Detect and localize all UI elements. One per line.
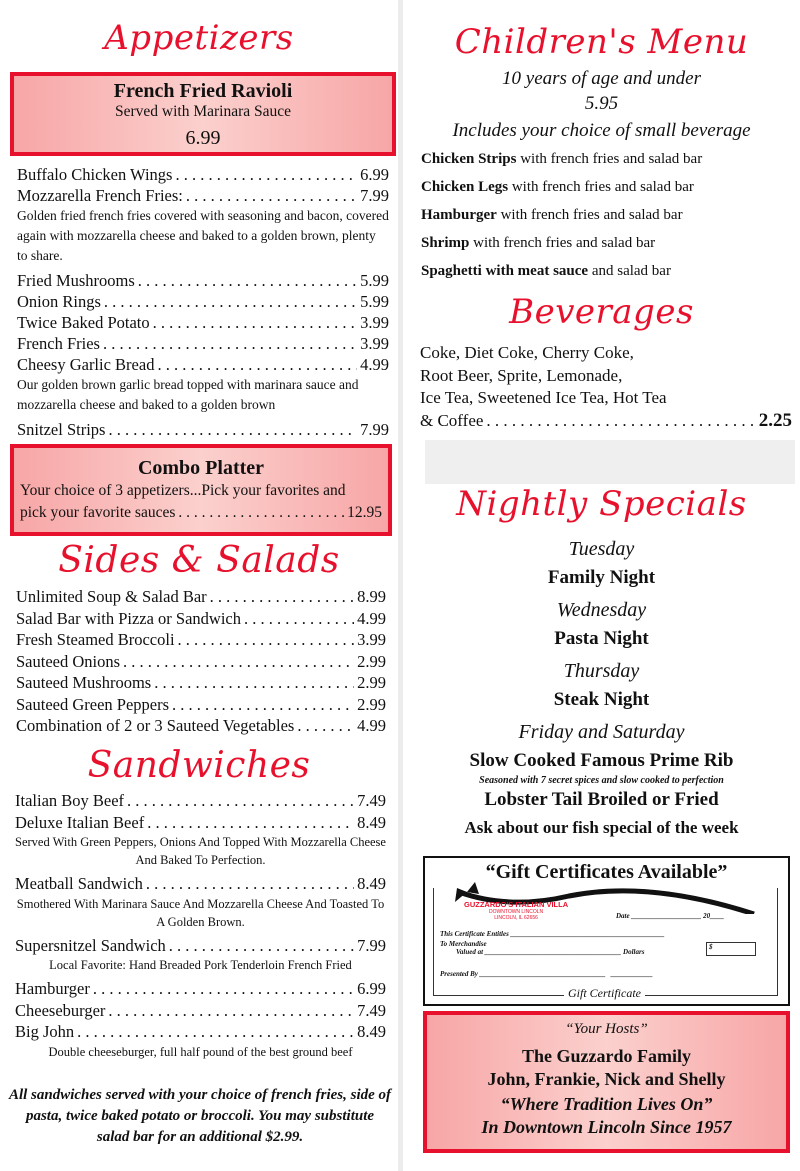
menu-item: [17, 333, 389, 354]
beverages-list: [420, 342, 792, 432]
item-name: Cheeseburger: [15, 1000, 106, 1020]
dollars-label: Dollars: [623, 948, 645, 956]
dot-leader: [138, 270, 357, 291]
item-name: Meatball Sandwich: [15, 874, 143, 893]
special-day: Friday and Saturday: [518, 721, 685, 743]
prime-rib-note: Seasoned with 7 secret spices and slow cooked to perfection: [479, 775, 724, 786]
item-name: Unlimited Soup & Salad Bar: [16, 587, 207, 606]
children-title: Children's Menu: [454, 22, 749, 62]
menu-item: [17, 164, 389, 185]
combo-row: [20, 502, 382, 524]
menu-item: [15, 790, 386, 812]
item-name: Sauteed Mushrooms: [16, 673, 152, 692]
item-price: 7.99: [360, 420, 389, 439]
dot-leader: [172, 694, 354, 716]
beverages-line: & Coffee: [420, 410, 484, 430]
item-name: Sauteed Onions: [16, 651, 121, 671]
menu-item: [16, 651, 386, 673]
item-name: Salad Bar with Pizza or Sandwich: [16, 608, 241, 628]
children-item-desc: and salad bar: [588, 263, 671, 279]
business-name: GUZZARDO'S ITALIAN VILLA: [464, 900, 569, 909]
sides-list: [16, 586, 386, 737]
children-price: 5.95: [584, 93, 619, 114]
special-name: Steak Night: [553, 689, 650, 710]
blank-panel: [425, 440, 795, 484]
right-column: [403, 0, 800, 1171]
business-address: DOWNTOWN LINCOLN: [489, 909, 544, 915]
children-age: 10 years of age and under: [502, 68, 701, 89]
featured-appetizer-box: [10, 72, 396, 156]
item-name: Deluxe Italian Beef: [15, 812, 145, 832]
dot-leader: [244, 608, 354, 630]
item-price: 3.99: [360, 334, 389, 353]
hosts-tagline: “Where Tradition Lives On”: [500, 1094, 713, 1114]
amount-box: [706, 942, 756, 956]
dot-leader: [154, 672, 354, 694]
beverages-price: 2.25: [758, 409, 792, 431]
dot-leader: [297, 715, 354, 737]
item-description: Local Favorite: Hand Breaded Pork Tenderloin French Fried: [49, 958, 352, 972]
beverages-line: Root Beer, Sprite, Lemonade,: [420, 365, 623, 385]
item-name: French Fries: [17, 334, 100, 353]
menu-item: [17, 354, 389, 375]
menu-item: [15, 1000, 386, 1022]
dot-leader: [186, 185, 357, 206]
item-description: Smothered With Marinara Sauce And Mozzarella Cheese And Toasted To A Golden Brown.: [16, 896, 385, 929]
item-price: 2.99: [357, 694, 386, 714]
appetizers-title: Appetizers: [104, 18, 294, 58]
dot-leader: [108, 1000, 354, 1022]
item-name: Fresh Steamed Broccoli: [16, 630, 175, 649]
combo-platter-box: [10, 444, 392, 536]
menu-item: [16, 672, 386, 694]
gift-certificate-box: [423, 856, 790, 1006]
business-city: LINCOLN, IL 62656: [494, 915, 538, 921]
children-item-name: Chicken Legs: [421, 179, 509, 195]
item-price: 4.99: [360, 355, 389, 374]
menu-item: [16, 608, 386, 630]
item-description: Our golden brown garlic bread topped with marinara sauce and mozzarella cheese and baked to a golden brown: [17, 377, 359, 412]
date-label: Date: [616, 912, 630, 920]
item-price: 2.99: [357, 651, 386, 671]
item-name: Twice Baked Potato: [17, 313, 150, 332]
item-price: 5.99: [360, 271, 389, 290]
menu-item: [16, 694, 386, 716]
dot-leader: [104, 291, 357, 312]
left-column: [0, 0, 398, 1171]
item-name: Mozzarella French Fries:: [17, 186, 183, 205]
dot-leader: [103, 333, 357, 354]
sandwiches-title: Sandwiches: [87, 745, 311, 786]
children-item: [421, 173, 791, 201]
hosts-family: The Guzzardo Family: [522, 1046, 691, 1066]
item-price: 3.99: [357, 630, 386, 649]
dot-leader: [169, 935, 354, 957]
special-name: Pasta Night: [554, 628, 649, 649]
combo-name: Combo Platter: [137, 457, 265, 479]
special-day: Thursday: [563, 660, 640, 682]
item-name: Onion Rings: [17, 292, 101, 311]
dot-leader: [175, 164, 357, 185]
item-price: 7.99: [360, 186, 389, 205]
item-name: Hamburger: [15, 979, 90, 998]
dot-leader: [93, 978, 354, 1000]
children-info: [403, 66, 800, 143]
dot-leader: [123, 651, 354, 673]
item-name: Snitzel Strips: [17, 420, 106, 439]
dot-leader: [486, 410, 755, 433]
dot-leader: [153, 312, 357, 333]
dot-leader: [77, 1021, 354, 1043]
children-item: [421, 257, 791, 285]
dollar-sign: $: [709, 943, 713, 951]
dot-leader: [178, 629, 355, 651]
menu-item: [16, 629, 386, 651]
item-price: 7.49: [357, 791, 386, 810]
item-price: 8.49: [357, 812, 386, 832]
special-day: Tuesday: [568, 538, 635, 560]
children-item-desc: with french fries and salad bar: [508, 179, 694, 195]
children-item: [421, 201, 791, 229]
item-price: 8.49: [357, 1022, 386, 1041]
menu-item: [17, 419, 389, 440]
item-price: 8.99: [357, 587, 386, 606]
menu-item: [17, 312, 389, 333]
item-price: 6.99: [360, 165, 389, 184]
item-price: 4.99: [357, 716, 386, 735]
specials-list: [403, 534, 800, 842]
specials-title: Nightly Specials: [456, 484, 747, 524]
merch-label: To Merchandise: [440, 940, 487, 948]
item-price: 5.99: [360, 292, 389, 311]
featured-name: French Fried Ravioli: [113, 80, 293, 102]
children-item-desc: with french fries and salad bar: [469, 235, 656, 251]
featured-price: 6.99: [185, 127, 221, 149]
menu-item: [15, 873, 386, 895]
menu-item: [15, 978, 386, 1000]
certificate-footer: Gift Certificate: [564, 986, 645, 1001]
special-name: Family Night: [547, 567, 656, 588]
beverages-line: Coke, Diet Coke, Cherry Coke,: [420, 343, 634, 362]
menu-item: [16, 715, 386, 737]
beverages-line: Ice Tea, Sweetened Ice Tea, Hot Tea: [420, 388, 667, 407]
menu-item: [17, 185, 389, 206]
item-price: 2.99: [357, 673, 386, 692]
entitles-label: This Certificate Entitles: [440, 930, 509, 938]
children-item-desc: with french fries and salad bar: [516, 151, 703, 167]
children-item-desc: with french fries and salad bar: [496, 207, 683, 223]
menu-item: [16, 586, 386, 608]
year-label: 20: [703, 912, 711, 920]
children-item-name: Spaghetti with meat sauce: [421, 263, 589, 279]
combo-desc: Your choice of 3 appetizers...Pick your favorites and: [20, 482, 346, 499]
item-price: 7.49: [357, 1000, 386, 1020]
item-price: 6.99: [357, 979, 386, 998]
item-name: Supersnitzel Sandwich: [15, 935, 166, 955]
item-description: Golden fried french fries covered with seasoning and bacon, covered again with mozzarella cheese and baked to a golden brown, plenty to share.: [17, 208, 389, 263]
hosts-names: John, Frankie, Nick and Shelly: [487, 1069, 726, 1089]
item-price: 4.99: [357, 608, 386, 628]
children-item-name: Chicken Strips: [421, 151, 517, 167]
appetizer-list: [17, 164, 389, 440]
menu-item: [15, 812, 386, 834]
dot-leader: [108, 419, 357, 440]
children-beverage: Includes your choice of small beverage: [452, 120, 751, 141]
special-day: Wednesday: [556, 599, 647, 621]
combo-desc-2: pick your favorite sauces: [20, 504, 176, 521]
presented-label: Presented By: [440, 970, 478, 978]
menu-item: [15, 935, 386, 957]
fish-special: Ask about our fish special of the week: [464, 818, 739, 837]
hosts-since: In Downtown Lincoln Since 1957: [481, 1117, 732, 1137]
item-price: 8.49: [357, 874, 386, 893]
item-description: Served With Green Peppers, Onions And Topped With Mozzarella Cheese And Baked To Perfection.: [15, 835, 386, 867]
special-name: Slow Cooked Famous Prime Rib: [469, 750, 734, 771]
item-name: Italian Boy Beef: [15, 791, 125, 810]
children-item-name: Hamburger: [421, 207, 497, 223]
hosts-label: “Your Hosts”: [565, 1021, 648, 1037]
item-name: Big John: [15, 1022, 75, 1041]
item-name: Sauteed Green Peppers: [16, 694, 170, 714]
dot-leader: [157, 354, 357, 375]
children-list: [421, 145, 791, 285]
certificate-business: [464, 900, 568, 921]
coffee-row: [420, 410, 792, 433]
featured-desc: Served with Marinara Sauce: [114, 103, 292, 120]
gift-title: “Gift Certificates Available”: [485, 861, 728, 883]
beverages-title: Beverages: [509, 292, 694, 332]
menu-item: [17, 291, 389, 312]
item-name: Combination of 2 or 3 Sauteed Vegetables: [16, 716, 295, 735]
item-name: Buffalo Chicken Wings: [17, 165, 173, 184]
lobster-special: Lobster Tail Broiled or Fried: [484, 789, 719, 810]
children-item: [421, 229, 791, 257]
dot-leader: [146, 873, 354, 895]
combo-price: 12.95: [347, 504, 382, 521]
item-price: 7.99: [357, 935, 386, 955]
dot-leader: [210, 586, 354, 608]
menu-item: [15, 1021, 386, 1043]
hosts-box: [423, 1011, 790, 1153]
menu-item: [17, 270, 389, 291]
children-item: [421, 145, 791, 173]
children-item-name: Shrimp: [421, 235, 470, 251]
item-description: Double cheeseburger, full half pound of the best ground beef: [48, 1044, 353, 1059]
sandwich-list: [15, 790, 386, 1065]
sandwich-note: All sandwiches served with your choice of french fries, side of pasta, twice baked potato or broccoli. You may substitute salad bar for an additional $2.99.: [8, 1087, 392, 1145]
sides-title: Sides & Salads: [58, 540, 340, 581]
certificate-form: GUZZARDO'S ITALIAN VILLA DOWNTOWN LINCOLN LINCOLN, IL 62656 Date ____________________ 20____ This Certificate Entitles ____________________________________________ To Merchandise Valued at _______________________________________ Dollars $ Presented By ____________________________________ ____________ Gift Certificate: [433, 888, 778, 996]
item-name: Fried Mushrooms: [17, 271, 135, 290]
dot-leader: [178, 502, 344, 524]
dot-leader: [147, 812, 354, 834]
valued-label: Valued at: [456, 948, 484, 956]
item-name: Cheesy Garlic Bread: [17, 355, 155, 374]
item-price: 3.99: [360, 313, 389, 332]
dot-leader: [127, 790, 354, 812]
